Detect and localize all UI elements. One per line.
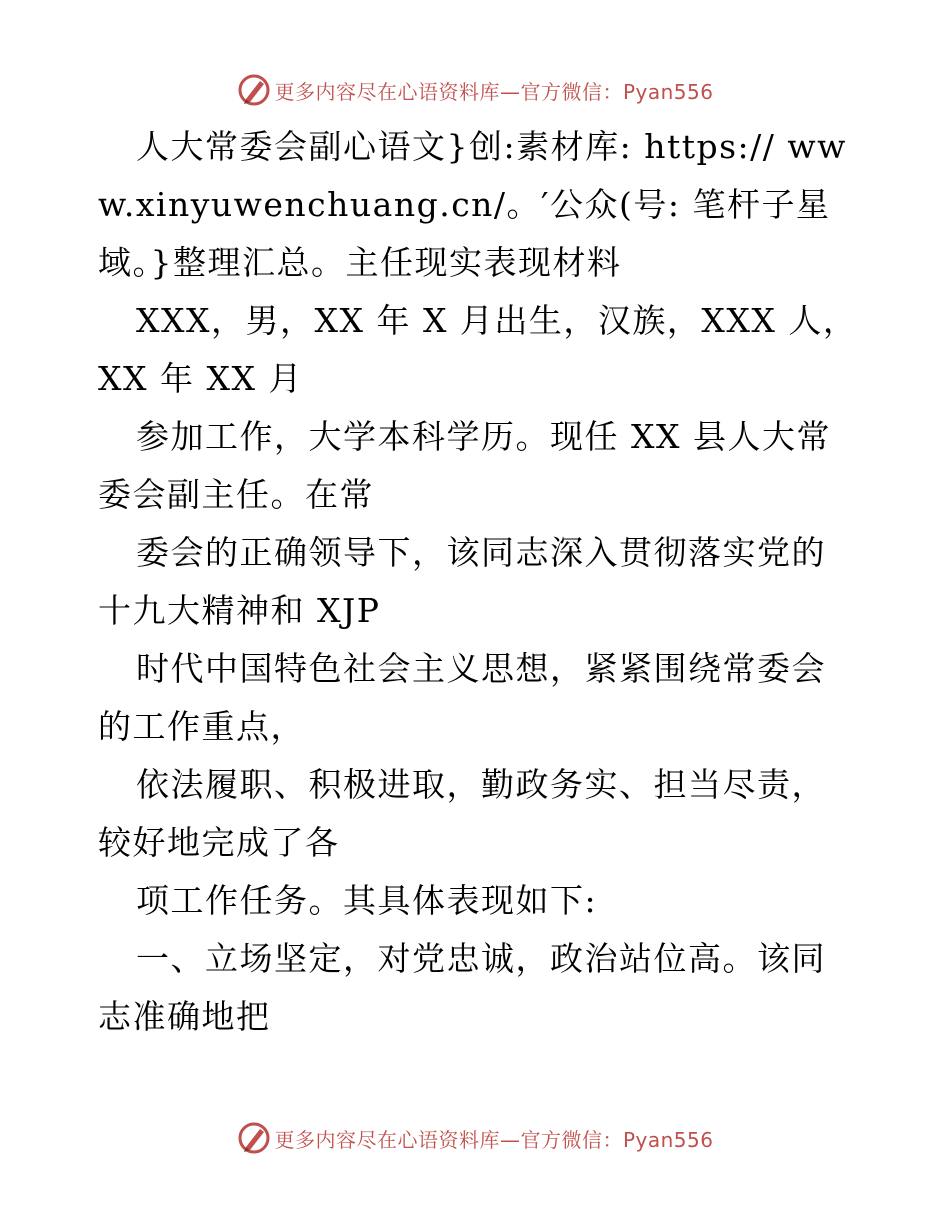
paragraph-4: 委会的正确领导下，该同志深入贯彻落实党的十九大精神和 XJP [98, 533, 826, 630]
pen-circle-logo-icon [236, 72, 272, 108]
footer-banner-text: 更多内容尽在心语资料库—官方微信：Pyan556 [274, 1127, 714, 1152]
paragraph-7: 项工作任务。其具体表现如下: [136, 881, 598, 920]
document-body [98, 118, 858, 1046]
paragraph-1: 人大常委会副心语文}创:素材库: https:// www.xinyuwenchuang.cn/。′公众(号: 笔杆子星域。}整理汇总。主任现实表现材料 [98, 127, 847, 282]
paragraph-8: 一、立场坚定，对党忠诚，政治站位高。该同志准确地把 [98, 939, 826, 1036]
paragraph-6: 依法履职、积极进取，勤政务实、担当尽责，较好地完成了各 [98, 765, 826, 862]
header-banner [0, 70, 950, 110]
paragraph-3: 参加工作，大学本科学历。现任 XX 县人大常委会副主任。在常 [98, 417, 831, 514]
header-banner-text: 更多内容尽在心语资料库—官方微信：Pyan556 [274, 79, 714, 104]
paragraph-2: XXX，男，XX 年 X 月出生，汉族，XXX 人，XX 年 XX 月 [98, 301, 858, 398]
footer-banner [0, 1118, 950, 1158]
paragraph-5: 时代中国特色社会主义思想，紧紧围绕常委会的工作重点， [98, 649, 826, 746]
pen-circle-logo-icon [236, 1120, 272, 1156]
